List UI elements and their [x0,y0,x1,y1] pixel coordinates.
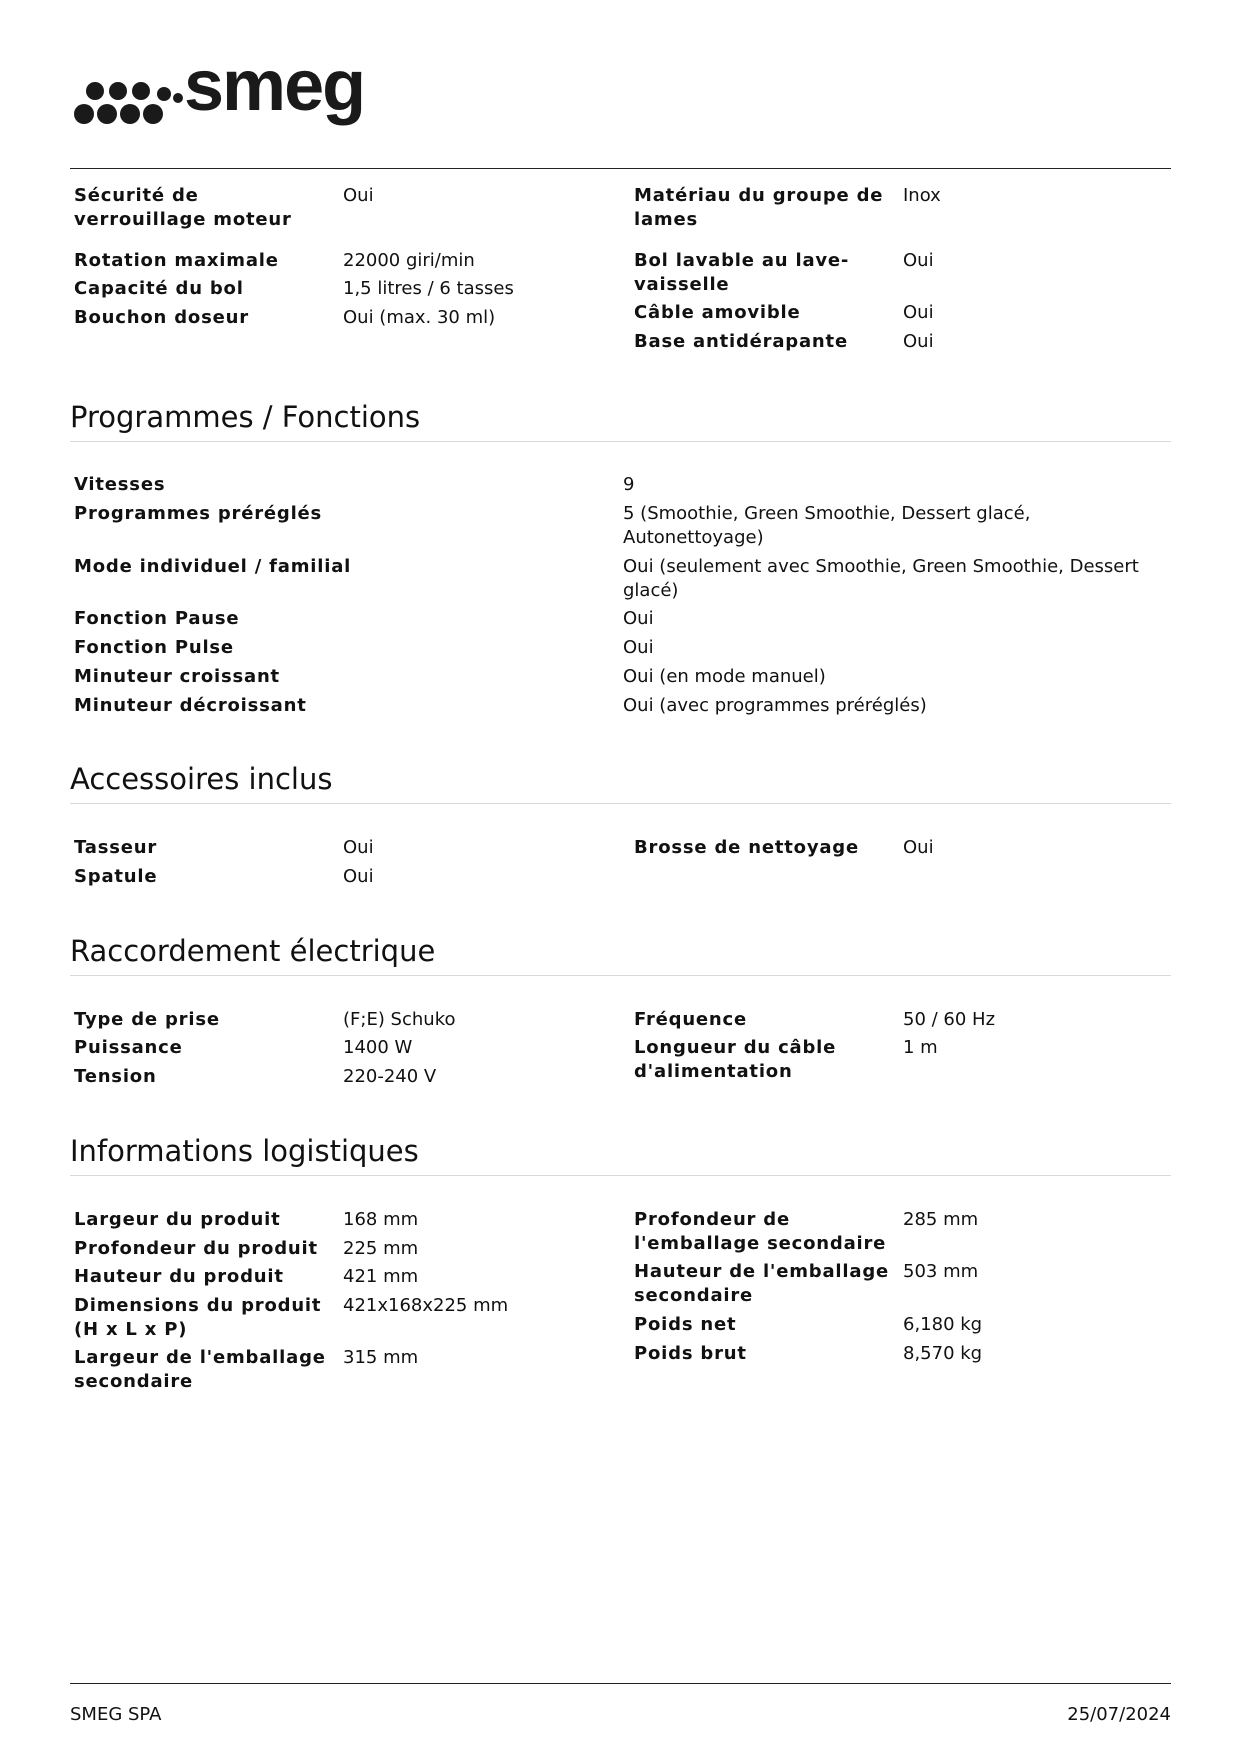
spec-value: 9 [623,474,635,495]
footer-date: 25/07/2024 [1067,1704,1171,1725]
spec-label: Longueur du câble d'alimentation [634,1037,837,1082]
spec-label: Poids brut [634,1343,747,1364]
spec-label: Brosse de nettoyage [634,837,859,858]
footer-company: SMEG SPA [70,1704,162,1725]
spec-value: 285 mm [903,1209,979,1230]
spec-label: Fonction Pulse [74,637,234,658]
spec-value: 8,570 kg [903,1343,983,1364]
spec-value: Oui [343,866,374,887]
spec-label: Sécurité de verrouillage moteur [74,185,292,230]
spec-value: 503 mm [903,1261,979,1282]
section-title-accessoires: Accessoires inclus [70,762,1171,804]
top-divider [70,168,1171,169]
spec-value: Oui (seulement avec Smoothie, Green Smoothie, Dessert glacé) [623,556,1139,601]
section-title-logistique: Informations logistiques [70,1134,1171,1176]
spec-label: Fonction Pause [74,608,240,629]
spec-label: Bouchon doseur [74,307,249,328]
spec-value: 5 (Smoothie, Green Smoothie, Dessert glacé, Autonettoyage) [623,503,1031,548]
spec-value: 1400 W [343,1037,413,1058]
spec-value: 1,5 litres / 6 tasses [343,278,514,299]
spec-label: Largeur du produit [74,1209,281,1230]
spec-label: Hauteur du produit [74,1266,284,1287]
spec-label: Programmes préréglés [74,503,323,524]
spec-value: Oui [903,250,934,271]
spec-value: 6,180 kg [903,1314,983,1335]
spec-value: 1 m [903,1037,938,1058]
spec-label: Puissance [74,1037,183,1058]
spec-label: Fréquence [634,1009,748,1030]
spec-label: Rotation maximale [74,250,279,271]
spec-value: Oui [623,637,654,658]
spec-label: Câble amovible [634,302,801,323]
spec-value: 225 mm [343,1238,419,1259]
spec-value: Oui [623,608,654,629]
spec-label: Vitesses [74,474,166,495]
spec-label: Largeur de l'emballage secondaire [74,1347,326,1392]
spec-value: Oui (max. 30 ml) [343,307,496,328]
spec-label: Matériau du groupe de lames [634,185,884,230]
spec-value: 50 / 60 Hz [903,1009,996,1030]
spec-label: Minuteur décroissant [74,695,307,716]
spec-label: Minuteur croissant [74,666,280,687]
section-title-programmes: Programmes / Fonctions [70,400,1171,442]
spec-value: Oui [343,837,374,858]
spec-label: Tension [74,1066,157,1087]
spec-value: Oui (avec programmes préréglés) [623,695,927,716]
spec-label: Type de prise [74,1009,220,1030]
footer-divider [70,1683,1171,1684]
spec-label: Capacité du bol [74,278,244,299]
spec-label: Spatule [74,866,158,887]
section-title-electrique: Raccordement électrique [70,934,1171,976]
spec-label: Poids net [634,1314,737,1335]
spec-label: Profondeur de l'emballage secondaire [634,1209,887,1254]
spec-label: Tasseur [74,837,158,858]
spec-value: 168 mm [343,1209,419,1230]
spec-label: Base antidérapante [634,331,848,352]
spec-value: Inox [903,185,941,206]
spec-value: Oui [903,302,934,323]
spec-value: Oui [343,185,374,206]
spec-value: 22000 giri/min [343,250,475,271]
spec-value: Oui [903,837,934,858]
spec-value: Oui [903,331,934,352]
spec-label: Profondeur du produit [74,1238,318,1259]
spec-label: Mode individuel / familial [74,556,352,577]
spec-value: 421x168x225 mm [343,1295,509,1316]
spec-value: (F;E) Schuko [343,1009,456,1030]
logo-dots-icon [74,70,186,130]
spec-label: Hauteur de l'emballage secondaire [634,1261,890,1306]
spec-label: Bol lavable au lave-vaisselle [634,250,850,295]
spec-label: Dimensions du produit (H x L x P) [74,1295,322,1340]
spec-value: 220-240 V [343,1066,437,1087]
spec-value: 315 mm [343,1347,419,1368]
spec-value: Oui (en mode manuel) [623,666,826,687]
brand-wordmark: smeg [184,46,365,126]
spec-value: 421 mm [343,1266,419,1287]
